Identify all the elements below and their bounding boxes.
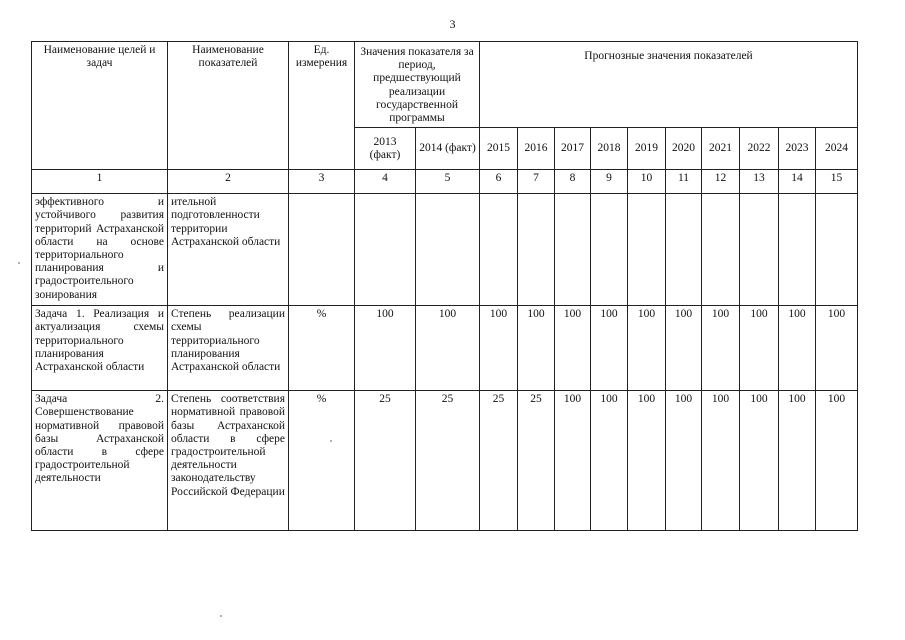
year-2014: 2014 (факт) bbox=[416, 128, 480, 170]
column-number: 14 bbox=[779, 170, 816, 194]
indicators-table bbox=[31, 41, 858, 531]
year-2020: 2020 bbox=[666, 128, 702, 170]
value-cell: 100 bbox=[702, 391, 740, 531]
year-2018: 2018 bbox=[591, 128, 628, 170]
value-cell: 100 bbox=[355, 306, 416, 391]
value-cell bbox=[779, 194, 816, 306]
value-cell: 100 bbox=[740, 306, 779, 391]
column-number: 15 bbox=[816, 170, 858, 194]
column-number: 5 bbox=[416, 170, 480, 194]
page-number: 3 bbox=[449, 17, 456, 31]
column-number: 7 bbox=[518, 170, 555, 194]
value-cell: 100 bbox=[740, 391, 779, 531]
goal-cell: Задача 2. Совершенствование нормативной правовой базы Астраханской области в сфере градостроительной деятельности bbox=[32, 391, 168, 531]
value-cell: 100 bbox=[816, 306, 858, 391]
value-cell: 100 bbox=[555, 306, 591, 391]
value-cell: 100 bbox=[591, 391, 628, 531]
column-number: 12 bbox=[702, 170, 740, 194]
table-row bbox=[32, 194, 858, 306]
header-forecast: Прогнозные значения показателей bbox=[480, 42, 858, 128]
year-2015: 2015 bbox=[480, 128, 518, 170]
value-cell bbox=[480, 194, 518, 306]
value-cell: 25 bbox=[416, 391, 480, 531]
value-cell: 100 bbox=[518, 306, 555, 391]
unit-cell: % bbox=[289, 306, 355, 391]
value-cell bbox=[518, 194, 555, 306]
value-cell: 100 bbox=[666, 306, 702, 391]
column-number: 9 bbox=[591, 170, 628, 194]
table-row bbox=[32, 306, 858, 391]
column-number: 1 bbox=[32, 170, 168, 194]
year-2023: 2023 bbox=[779, 128, 816, 170]
value-cell bbox=[416, 194, 480, 306]
value-cell bbox=[740, 194, 779, 306]
value-cell bbox=[555, 194, 591, 306]
value-cell: 25 bbox=[355, 391, 416, 531]
value-cell bbox=[628, 194, 666, 306]
goal-cell: Задача 1. Реализация и актуализация схемы территориального планирования Астраханской области bbox=[32, 306, 168, 391]
unit-cell bbox=[289, 194, 355, 306]
value-cell bbox=[816, 194, 858, 306]
column-number: 11 bbox=[666, 170, 702, 194]
value-cell bbox=[355, 194, 416, 306]
value-cell bbox=[666, 194, 702, 306]
value-cell: 100 bbox=[702, 306, 740, 391]
value-cell: 100 bbox=[628, 306, 666, 391]
value-cell bbox=[702, 194, 740, 306]
indicator-cell: Степень реализации схемы территориального планирования Астраханской области bbox=[168, 306, 289, 391]
value-cell: 100 bbox=[591, 306, 628, 391]
value-cell: 100 bbox=[555, 391, 591, 531]
header-prior-period: Значения показателя за период, предшествующий реализации государственной программы bbox=[355, 42, 480, 128]
value-cell: 25 bbox=[480, 391, 518, 531]
indicator-cell: Степень соответствия нормативной правовой базы Астраханской области в сфере градостроительной деятельности законодательству Российской Федерации bbox=[168, 391, 289, 531]
column-number: 10 bbox=[628, 170, 666, 194]
column-number: 4 bbox=[355, 170, 416, 194]
value-cell bbox=[591, 194, 628, 306]
column-number: 8 bbox=[555, 170, 591, 194]
value-cell: 25 bbox=[518, 391, 555, 531]
value-cell: 100 bbox=[816, 391, 858, 531]
year-2017: 2017 bbox=[555, 128, 591, 170]
value-cell: 100 bbox=[779, 391, 816, 531]
column-number: 3 bbox=[289, 170, 355, 194]
column-number: 6 bbox=[480, 170, 518, 194]
value-cell: 100 bbox=[666, 391, 702, 531]
header-unit: Ед. измерения bbox=[289, 42, 355, 170]
indicator-cell: ительной подготовленности территории Астраханской области bbox=[168, 194, 289, 306]
year-2019: 2019 bbox=[628, 128, 666, 170]
value-cell: 100 bbox=[779, 306, 816, 391]
value-cell: 100 bbox=[480, 306, 518, 391]
header-indicators: Наименование показателей bbox=[168, 42, 289, 170]
year-2024: 2024 bbox=[816, 128, 858, 170]
value-cell: 100 bbox=[416, 306, 480, 391]
year-2022: 2022 bbox=[740, 128, 779, 170]
column-number: 13 bbox=[740, 170, 779, 194]
goal-cell: эффективного и устойчивого развития территорий Астраханской области на основе территориального планирования и градостроительного зонирования bbox=[32, 194, 168, 306]
column-number: 2 bbox=[168, 170, 289, 194]
year-2016: 2016 bbox=[518, 128, 555, 170]
year-2013: 2013 (факт) bbox=[355, 128, 416, 170]
header-goals: Наименование целей и задач bbox=[32, 42, 168, 170]
unit-cell: % bbox=[289, 391, 355, 531]
table-row bbox=[32, 391, 858, 531]
value-cell: 100 bbox=[628, 391, 666, 531]
year-2021: 2021 bbox=[702, 128, 740, 170]
